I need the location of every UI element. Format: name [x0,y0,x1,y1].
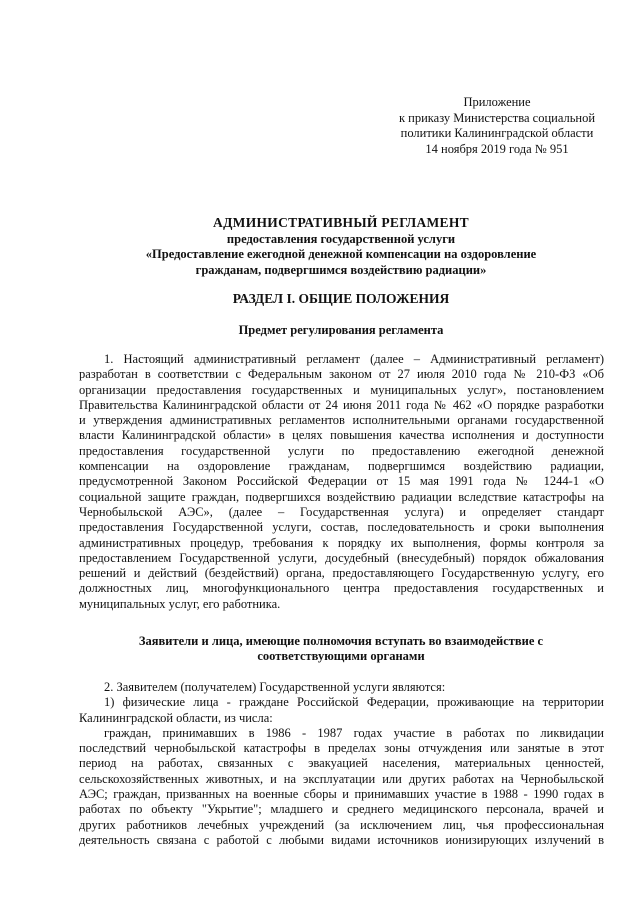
paragraph-line: предоставлением Государственной услуги, досудебный (внесудебный) порядок обжалования [79,550,604,565]
title-sub-3: гражданам, подвергшимся воздействию радиации» [195,262,487,277]
paragraph-line: других работников лечебных учреждений (за исключением лиц, чья профессиональная [79,817,604,832]
paragraph-line: предоставления Государственной услуги, состав, последовательность и сроки выполнения [79,520,604,535]
paragraph-line: сельскохозяйственных животных, и на эксплуатации или других работах на Чернобыльской [79,771,604,786]
paragraph-line: Правительства Калининградской области от 24 июня 2011 года № 462 «О порядке разработки [79,397,604,412]
paragraph-line: последствий чернобыльской катастрофы в пределах зоны отчуждения или занятые в этот [79,741,604,756]
paragraph-line: 2. Заявителем (получателем) Государственной услуги являются: [104,680,446,694]
title-sub-1: предоставления государственной услуги [226,231,456,246]
paragraph-line: власти Калининградской области» в целях повышения качества исполнения и доступности [79,428,604,443]
paragraph-line: АЭС; граждан, призванных на военные сборы и принимавших участие в 1988 - 1990 годах в [79,787,604,802]
paragraph-line: компенсации на оздоровление гражданам, подвергшимся воздействию радиации, [79,459,604,474]
appendix-line-2: к приказу Министерства социальной [398,110,596,125]
paragraph-1 [79,352,604,612]
paragraph-line: Калининградской области, из числа: [79,710,273,725]
paragraph-line: деятельность связана с работой с любыми видами источников ионизирующих излучений в [79,832,604,847]
document-title [80,215,602,278]
paragraph-line: Чернобыльской АЭС», (далее – Государственная услуга) и определяет стандарт [79,504,604,519]
subsection-title-line-2: соответствующими органами [257,649,425,663]
section-title: РАЗДЕЛ I. ОБЩИЕ ПОЛОЖЕНИЯ [232,291,450,306]
paragraph-line: и утверждения административных регламентов исполнительными органами государственной [79,413,604,428]
paragraph-line: 1) физические лица - граждане Российской Федерации, проживающие на территории [104,695,604,710]
paragraph-line: предусмотренной Законом Российской Федерации от 15 мая 1991 года № 1244-1 «О [79,474,604,489]
paragraph-line: разработан в соответствии с Федеральным законом от 27 июля 2010 года № 210-ФЗ «Об [79,367,604,382]
appendix-note [392,95,602,157]
appendix-line-3: политики Калининградской области [400,126,594,140]
paragraph-line: период на работах, связанных с эвакуацией населения, материальных ценностей, [79,756,604,771]
paragraph-line: предоставления государственной услуги по предоставлению ежегодной денежной [79,443,604,458]
paragraph-line: граждан, принимавших в 1986 - 1987 годах участие в работах по ликвидации [104,725,604,740]
appendix-line-1: Приложение [463,95,531,109]
paragraph-line: муниципальных услуг, его работника. [79,596,281,611]
subsection-title-applicants [80,634,602,664]
title-main: АДМИНИСТРАТИВНЫЙ РЕГЛАМЕНТ [213,215,469,230]
paragraph-line: 1. Настоящий административный регламент (далее – Административный регламент) [104,352,604,366]
title-sub-2: «Предоставление ежегодной денежной компенсации на оздоровление [145,247,537,261]
paragraph-line: работах по объекту "Укрытие"; младшего и среднего медицинского персонала, врачей и [79,802,604,817]
paragraph-line: решений и действий (бездействий) органа, предоставляющего Государственную услугу, его [79,566,604,581]
paragraph-line: административных процедур, требования к порядку их выполнения, формы контроля за [79,535,604,550]
paragraph-line: социальной защите граждан, подвергшихся воздействию радиации вследствие катастрофы на [79,489,604,504]
paragraph-line: должностных лиц, многофункционального центра предоставления государственных и [79,581,604,596]
subsection-title-line-1: Заявители и лица, имеющие полномочия вступать во взаимодействие с [138,634,544,648]
paragraph-2 [79,680,604,848]
appendix-line-4: 14 ноября 2019 года № 951 [425,141,569,156]
paragraph-line: организации предоставления государственных и муниципальных услуг», постановлением [79,382,604,397]
subsection-title-subject: Предмет регулирования регламента [238,323,444,337]
